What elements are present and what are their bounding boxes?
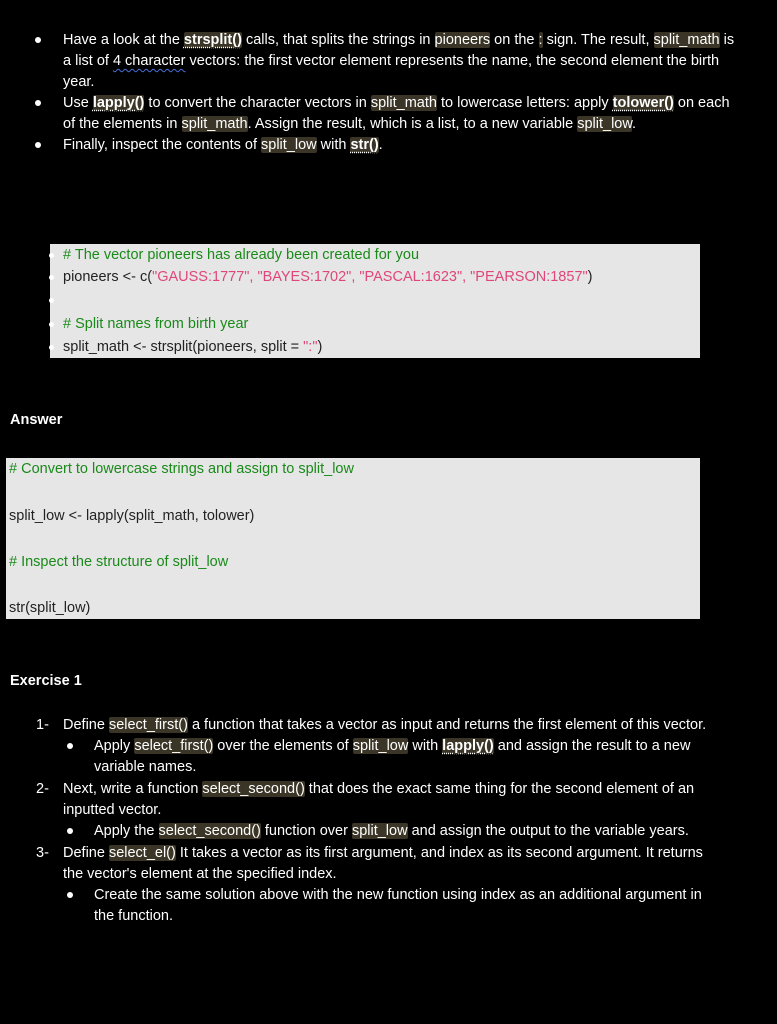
bullet-icon [49,322,54,327]
exercise-subitem: Apply select_first() over the elements of split_low with lapply() and assign the result to a new variable names. [0,736,777,778]
code-term: split_low [352,738,409,754]
grammar-flag: 4 character [112,53,186,69]
exercise-item: 3- Define select_el() It takes a vector as its first argument, and index as its second argument. It returns the vector's element at the specified index. [36,845,703,882]
answer-heading: Answer [10,412,63,428]
code-line: # The vector pioneers has already been created for you [63,245,419,266]
code-term: split_low [577,116,633,132]
code-term: split_low [261,137,317,153]
bullet-icon [49,275,54,280]
code-term: : [538,32,543,48]
code-term: split_math [370,95,437,111]
bullet-icon [35,142,41,148]
instruction-item: Use lapply() to convert the character vectors in split_math to lowercase letters: apply tolower() on each of the elements in split_math. Assign the result, which is a list, to a new variable split_low. [0,93,777,135]
code-term: tolower() [612,95,674,111]
bullet-icon [67,828,73,834]
code-term: lapply() [442,738,494,754]
code-line: split_math <- strsplit(pioneers, split = ":") [63,337,322,358]
item-number: 2- [36,781,49,797]
code-term: select_second() [158,823,261,839]
code-line: # Convert to lowercase strings and assign to split_low [9,461,354,477]
code-term: str() [350,137,379,153]
bullet-icon [35,37,41,43]
code-term: pioneers [434,32,491,48]
answer-code-block [6,458,700,619]
code-term: split_math [181,116,248,132]
code-line: str(split_low) [9,600,91,616]
code-term: split_math [653,32,720,48]
code-term: lapply() [92,95,145,111]
exercise-subitem: Create the same solution above with the new function using index as an additional argument in the function. [0,885,777,927]
instruction-item: Have a look at the strsplit() calls, that splits the strings in pioneers on the : sign. The result, split_math is a list of 4 character vectors: the first vector element represents the name, the second element the birth year. [0,30,777,93]
exercise-heading: Exercise 1 [10,673,82,689]
bullet-icon [67,892,73,898]
bullet-icon [49,253,54,258]
bullet-icon [49,298,54,303]
code-term: select_first() [134,738,214,754]
code-line: # Split names from birth year [63,314,248,335]
bullet-icon [49,345,54,350]
bullet-icon [35,100,41,106]
code-term: strsplit() [183,32,242,48]
code-term: select_first() [108,717,188,733]
bullet-icon [67,743,73,749]
exercise-item: 2- Next, write a function select_second() that does the exact same thing for the second element of an inputted vector. [36,781,695,818]
code-line: # Inspect the structure of split_low [9,554,229,570]
instruction-list [0,30,777,156]
code-term: select_el() [108,845,176,861]
instruction-item: Finally, inspect the contents of split_low with str(). [0,135,777,156]
exercise-subitem: Apply the select_second() function over split_low and assign the output to the variable years. [0,821,777,842]
exercise-item: 1- Define select_first() a function that takes a vector as input and returns the first element of this vector. [0,715,777,736]
item-number: 3- [36,845,49,861]
exercise-list [0,715,777,928]
item-number: 1- [36,717,49,733]
code-line: split_low <- lapply(split_math, tolower) [9,508,255,524]
code-term: select_second() [202,781,305,797]
code-term: split_low [351,823,408,839]
code-line: pioneers <- c("GAUSS:1777", "BAYES:1702", "PASCAL:1623", "PEARSON:1857") [63,267,593,288]
code-block [50,244,700,358]
